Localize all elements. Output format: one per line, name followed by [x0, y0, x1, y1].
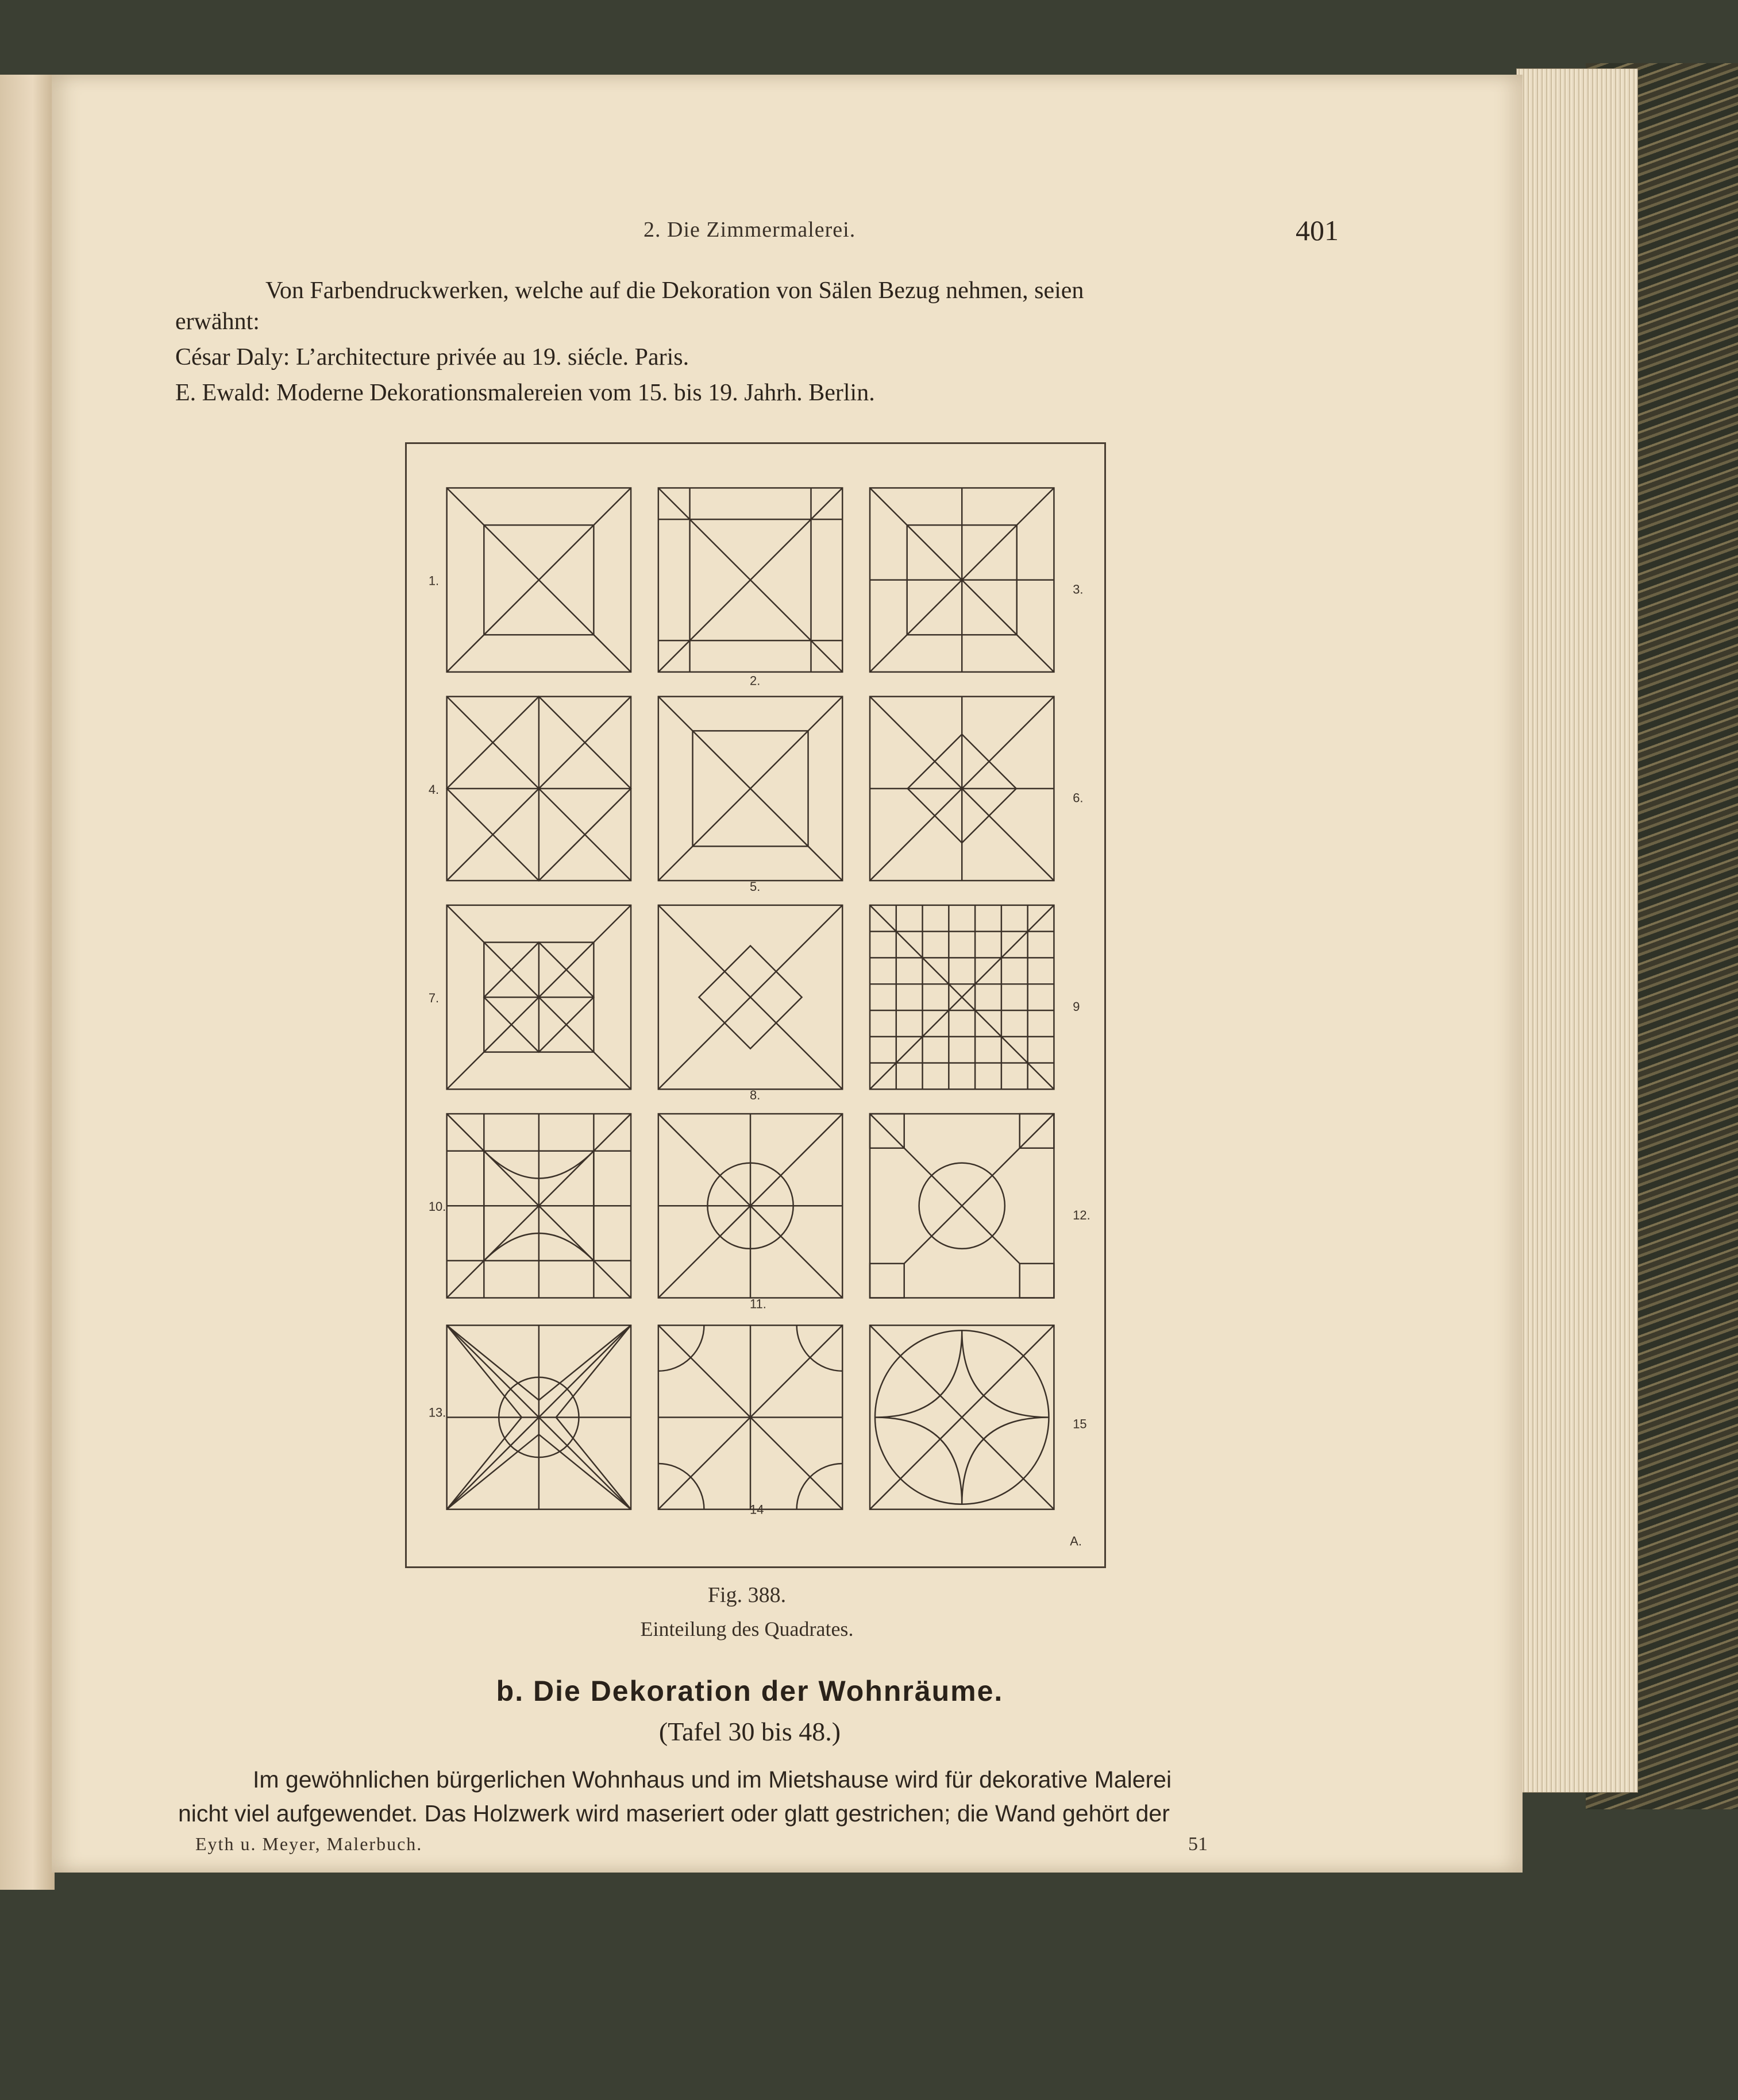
page-header	[643, 214, 1339, 263]
figure-label-1: 1.	[428, 573, 440, 588]
figure-label-9: 9	[1073, 999, 1080, 1014]
left-page-edge	[0, 75, 55, 1890]
page-number: 401	[1296, 214, 1339, 246]
reference-daly: César Daly: L’architecture privée au 19. siécle. Paris.	[175, 344, 689, 370]
figure-label-12: 12.	[1073, 1208, 1090, 1223]
figure-label-15: 15	[1073, 1416, 1087, 1431]
figure-label-4: 4.	[428, 782, 440, 797]
figure-label-11: 11.	[750, 1296, 766, 1311]
footer-book-title: Eyth u. Meyer, Malerbuch.	[195, 1833, 423, 1854]
figure-label-13: 13.	[428, 1405, 446, 1420]
figure-label-14: 14	[750, 1502, 764, 1517]
body-line-2: nicht viel aufgewendet. Das Holzwerk wird maseriert oder glatt gestrichen; die Wand gehört der	[178, 1800, 1170, 1827]
artist-monogram: A.	[1070, 1534, 1082, 1549]
figure-label-6: 6.	[1073, 790, 1084, 805]
body-line-1: Im gewöhnlichen bürgerlichen Wohnhaus und im Mietshause wird für dekorative Malerei	[253, 1766, 1172, 1793]
page-stack-edge	[1517, 69, 1637, 1792]
figure-label-10: 10.	[428, 1199, 446, 1214]
figure-label-3: 3.	[1073, 582, 1084, 597]
square-division-diagrams	[407, 444, 1104, 1566]
section-title: b. Die Dekoration der Wohnräume.	[496, 1675, 1004, 1707]
running-head: 2. Die Zimmermalerei.	[643, 218, 856, 242]
figure-label-8: 8.	[750, 1088, 761, 1103]
figure-388	[405, 442, 1106, 1568]
figure-label-2: 2.	[750, 673, 761, 688]
figure-label-7: 7.	[428, 991, 440, 1006]
section-plates-reference: (Tafel 30 bis 48.)	[658, 1717, 841, 1746]
footer-signature: 51	[1188, 1833, 1208, 1855]
intro-line-1: Von Farbendruckwerken, welche auf die Dekoration von Sälen Bezug nehmen, seien	[265, 277, 1084, 304]
figure-label-5: 5.	[750, 879, 761, 894]
figure-number: Fig. 388.	[707, 1583, 787, 1607]
intro-line-2: erwähnt:	[175, 308, 260, 335]
figure-caption: Einteilung des Quadrates.	[640, 1618, 854, 1640]
reference-ewald: E. Ewald: Moderne Dekorationsmalereien vom 15. bis 19. Jahrh. Berlin.	[175, 380, 875, 406]
